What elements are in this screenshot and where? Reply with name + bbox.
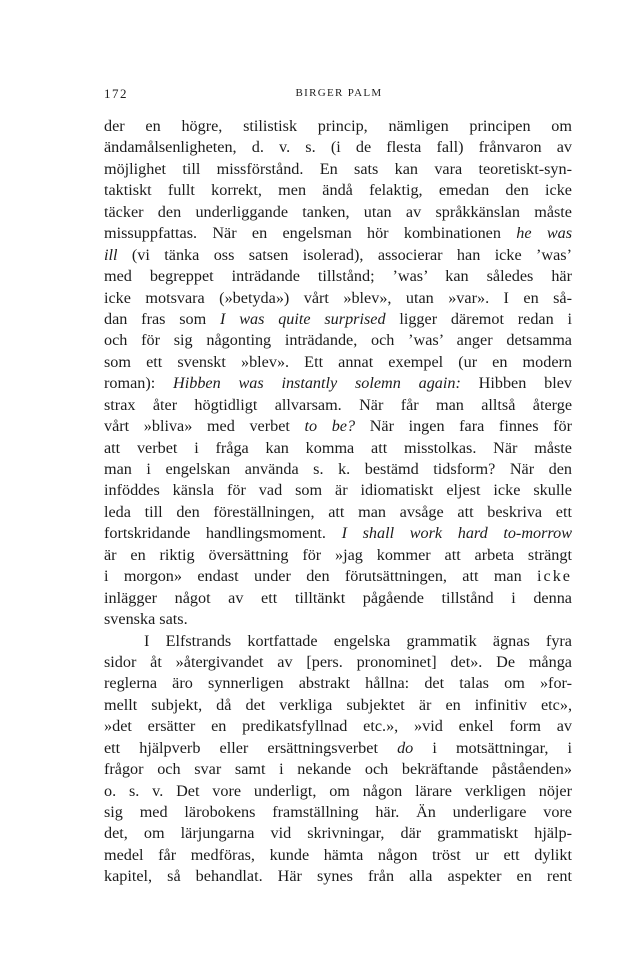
text-segment: mellt subjekt, då det verkliga subjektet är en infinitiv etc», bbox=[104, 695, 572, 714]
text-segment: fortskridande handlingsmoment. bbox=[104, 524, 342, 543]
text-segment: ett hjälpverb eller ersättningsverbet bbox=[104, 738, 398, 757]
text-segment: är en riktig översättning för »jag kommer att arbeta strängt bbox=[104, 545, 572, 564]
text-line bbox=[104, 266, 572, 287]
text-line bbox=[104, 416, 572, 437]
text-line bbox=[104, 352, 572, 373]
text-line bbox=[104, 609, 572, 630]
spaced-text: icke bbox=[537, 567, 572, 586]
text-line bbox=[104, 438, 572, 459]
text-line bbox=[104, 545, 572, 566]
text-segment: sidor åt »återgivandet av [pers. pronominet] det». De många bbox=[104, 652, 572, 671]
page-header bbox=[104, 86, 574, 106]
italic-text: he was bbox=[516, 224, 572, 243]
text-segment: icke motsvara (»betyda») vårt »blev», utan »var». I en så- bbox=[104, 288, 572, 307]
text-line bbox=[104, 652, 572, 673]
text-line bbox=[104, 631, 572, 652]
text-line bbox=[104, 159, 572, 180]
text-line bbox=[104, 288, 572, 309]
text-segment: möjlighet till missförstånd. En sats kan vara teoretiskt-syn- bbox=[104, 159, 572, 178]
page-number: 172 bbox=[104, 86, 128, 101]
text-segment: vårt »bliva» med verbet bbox=[104, 417, 305, 436]
text-segment: o. s. v. Det vore underligt, om någon lärare verkligen nöjer bbox=[104, 781, 572, 800]
text-segment: medel får medföras, kunde hämta någon tröst ur ett dylikt bbox=[104, 845, 572, 864]
italic-text: to be? bbox=[304, 417, 356, 436]
text-segment: der en högre, stilistisk princip, nämligen principen om bbox=[104, 117, 572, 135]
text-line bbox=[104, 866, 572, 887]
text-segment: roman): bbox=[104, 374, 174, 393]
running-head: BIRGER PALM bbox=[295, 87, 383, 99]
text-line bbox=[104, 588, 572, 609]
text-segment: taktiskt fullt korrekt, men ändå felaktig, emedan den icke bbox=[104, 181, 572, 200]
text-segment: Hibben blev bbox=[460, 374, 572, 393]
text-line bbox=[104, 459, 572, 480]
text-segment: det, om lärjungarna vid skrivningar, där grammatiskt hjälp- bbox=[104, 824, 572, 843]
text-segment: sig med lärobokens framställning här. Än underligare vore bbox=[104, 803, 572, 821]
text-segment: inlägger något av ett tilltänkt pågående tillstånd i denna bbox=[104, 588, 572, 607]
text-line bbox=[104, 716, 572, 737]
text-line bbox=[104, 330, 572, 351]
text-segment: i motsättningar, i bbox=[413, 738, 572, 757]
text-line bbox=[104, 695, 572, 716]
text-segment: I Elfstrands kortfattade engelska grammatik ägnas fyra bbox=[144, 631, 572, 650]
text-line bbox=[104, 523, 572, 544]
text-segment: missuppfattas. När en engelsman hör kombinationen bbox=[104, 224, 517, 243]
text-line bbox=[104, 673, 572, 694]
text-line bbox=[104, 373, 572, 394]
text-line bbox=[104, 202, 572, 223]
italic-text: I was quite surprised bbox=[220, 309, 386, 328]
text-segment: ligger däremot redan i bbox=[385, 309, 572, 328]
text-line bbox=[104, 116, 572, 137]
text-segment: att verbet i fråga kan komma att misstolkas. När måste bbox=[104, 438, 572, 457]
text-line bbox=[104, 738, 572, 759]
text-segment: frågor och svar samt i nekande och bekräftande påståenden» bbox=[104, 760, 572, 779]
text-line bbox=[104, 566, 572, 587]
text-line bbox=[104, 480, 572, 501]
text-line bbox=[104, 759, 572, 780]
text-line bbox=[104, 223, 572, 244]
text-segment: i morgon» endast under den förutsättningen, att man bbox=[104, 567, 538, 586]
text-line bbox=[104, 823, 572, 844]
text-segment: ändamålsenligheten, d. v. s. (i de flesta fall) frånvaron av bbox=[104, 138, 572, 157]
text-segment: »det ersätter en predikatsfyllnad etc.», »vid enkel form av bbox=[104, 717, 572, 736]
text-line bbox=[104, 845, 572, 866]
text-line bbox=[104, 781, 572, 802]
text-segment: man i engelskan använda s. k. bestämd tidsform? När den bbox=[104, 460, 572, 478]
text-segment: och för sig någonting inträdande, och ’was’ anger detsamma bbox=[104, 331, 572, 350]
text-segment: täcker den underliggande tanken, utan av språkkänslan måste bbox=[104, 202, 572, 221]
body-text bbox=[104, 116, 572, 888]
text-segment: svenska sats. bbox=[104, 610, 188, 629]
text-segment: När ingen fara finnes för bbox=[355, 417, 572, 436]
text-line bbox=[104, 245, 572, 266]
italic-text: Hibben was instantly solemn again: bbox=[173, 374, 461, 393]
text-line bbox=[104, 180, 572, 201]
italic-text: ill bbox=[104, 245, 118, 264]
text-line bbox=[104, 137, 572, 158]
italic-text: I shall work hard to-morrow bbox=[341, 524, 572, 543]
text-segment: dan fras som bbox=[104, 309, 221, 328]
text-segment: inföddes känsla för vad som är idiomatiskt eljest icke skulle bbox=[104, 481, 572, 500]
text-segment: som ett svenskt »blev». Ett annat exempel (ur en modern bbox=[104, 352, 572, 371]
italic-text: do bbox=[397, 738, 414, 757]
text-segment: (vi tänka oss satsen isolerad), associerar han icke ’was’ bbox=[117, 245, 572, 264]
text-segment: reglerna äro synnerligen abstrakt hållna: det talas om »for- bbox=[104, 674, 572, 693]
text-line bbox=[104, 502, 572, 523]
text-line bbox=[104, 309, 572, 330]
text-segment: kapitel, så behandlat. Här synes från alla aspekter en rent bbox=[104, 867, 572, 886]
text-line bbox=[104, 802, 572, 823]
text-segment: strax åter högtidligt allvarsam. När får man alltså återge bbox=[104, 395, 572, 414]
text-segment: leda till den föreställningen, att man avsåge att beskriva ett bbox=[104, 502, 572, 521]
text-line bbox=[104, 395, 572, 416]
text-segment: med begreppet inträdande tillstånd; ’was’ kan således här bbox=[104, 267, 572, 286]
